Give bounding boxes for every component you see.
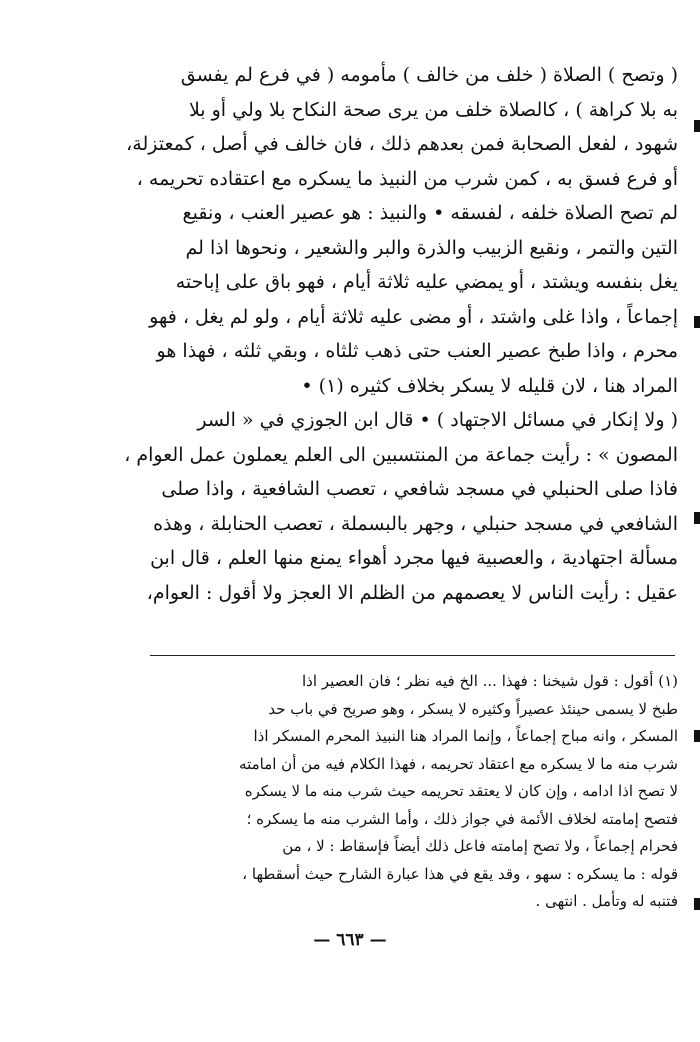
- main-line: عقيل : رأيت الناس لا يعصمهم من الظلم الا العجز ولا أقول : العوام،: [146, 581, 678, 604]
- main-text-block: [118, 58, 678, 610]
- footnote-block: [118, 668, 678, 916]
- footnote-line: فتصح إمامته لخلاف الأئمة في جواز ذلك ، وأما الشرب منه ما يسكره ؛: [246, 809, 678, 828]
- main-line: شهود ، لفعل الصحابة فمن بعدهم ذلك ، فان خالف في أصل ، كمعتزلة،: [126, 133, 678, 155]
- footnote-separator: [150, 655, 675, 656]
- scan-edge-mark: [694, 316, 700, 328]
- main-line: محرم ، واذا طبخ عصير العنب حتى ذهب ثلثاه ، وبقي ثلثه ، فهذا هو: [156, 340, 678, 362]
- main-line: ( وتصح ) الصلاة ( خلف من خالف ) مأمومه ( في فرع لم يفسق: [180, 64, 678, 86]
- main-line: إجماعاً ، واذا غلى واشتد ، أو مضى عليه ثلاثة أيام ، ولو لم يغل ، فهو: [149, 305, 678, 328]
- footnote-line: طبخ لا يسمى حينئذ عصيراً وكثيره لا يسكر ، وهو صريح في باب حد: [268, 699, 678, 718]
- scan-edge-mark: [694, 120, 700, 132]
- main-line: المصون » : رأيت جماعة من المنتسبين الى العلم يعملون عمل العوام ،: [124, 443, 678, 466]
- footnote-line: شرب منه ما لا يسكره مع اعتقاد تحريمه ، فهذا الكلام فيه من أن امامته: [239, 754, 678, 773]
- main-line: مسألة اجتهادية ، والعصبية فيها مجرد أهواء يمنع منها العلم ، قال ابن: [150, 547, 678, 569]
- footnote-line: فحرام إجماعاً ، ولا تصح إمامته فاعل ذلك أيضاً فإسقاط : لا ، من: [282, 837, 678, 855]
- main-line: فاذا صلى الحنبلي في مسجد شافعي ، تعصب الشافعية ، واذا صلى: [161, 478, 678, 500]
- scan-edge-mark: [694, 898, 700, 910]
- main-line: أو فرع فسق به ، كمن شرب من النبيذ ما يسكره مع اعتقاده تحريمه ،: [136, 167, 678, 190]
- scan-edge-mark: [694, 730, 700, 742]
- scan-edge-mark: [694, 512, 700, 524]
- footnote-line: فتنبه له وتأمل . انتهى .: [535, 892, 678, 910]
- main-line: لم تصح الصلاة خلفه ، لفسقه • والنبيذ : هو عصير العنب ، ونقيع: [182, 202, 678, 224]
- footnote-line: لا تصح اذا ادامه ، وإن كان لا يعتقد تحريمه حيث شرب منه ما لا يسكره: [244, 782, 678, 800]
- footnote-line: قوله : ما يسكره : سهو ، وقد يقع في هذا عبارة الشارح حيث أسقطها ،: [242, 864, 678, 883]
- main-line: المراد هنا ، لان قليله لا يسكر بخلاف كثيره (١) •: [301, 374, 678, 397]
- main-line: الشافعي في مسجد حنبلي ، وجهر بالبسملة ، تعصب الحنابلة ، وهذه: [153, 512, 678, 535]
- main-line: به بلا كراهة ) ، كالصلاة خلف من يرى صحة النكاح بلا ولي أو بلا: [188, 98, 678, 121]
- page-number: — ٦٦٣ —: [313, 930, 387, 950]
- main-line: التين والتمر ، ونقيع الزبيب والذرة والبر والشعير ، ونحوها اذا لم: [185, 236, 678, 259]
- main-line: ( ولا إنكار في مسائل الاجتهاد ) • قال ابن الجوزي في « السر: [197, 409, 678, 431]
- footnote-line: (١) أقول : قول شيخنا : فهذا ... الخ فيه نظر ؛ فان العصير اذا: [302, 672, 678, 690]
- main-line: يغل بنفسه ويشتد ، أو يمضي عليه ثلاثة أيام ، فهو باق على إباحته: [175, 271, 678, 293]
- footnote-line: المسكر ، وانه مباح إجماعاً ، وإنما المراد هنا النبيذ المحرم المسكر اذا: [253, 727, 678, 745]
